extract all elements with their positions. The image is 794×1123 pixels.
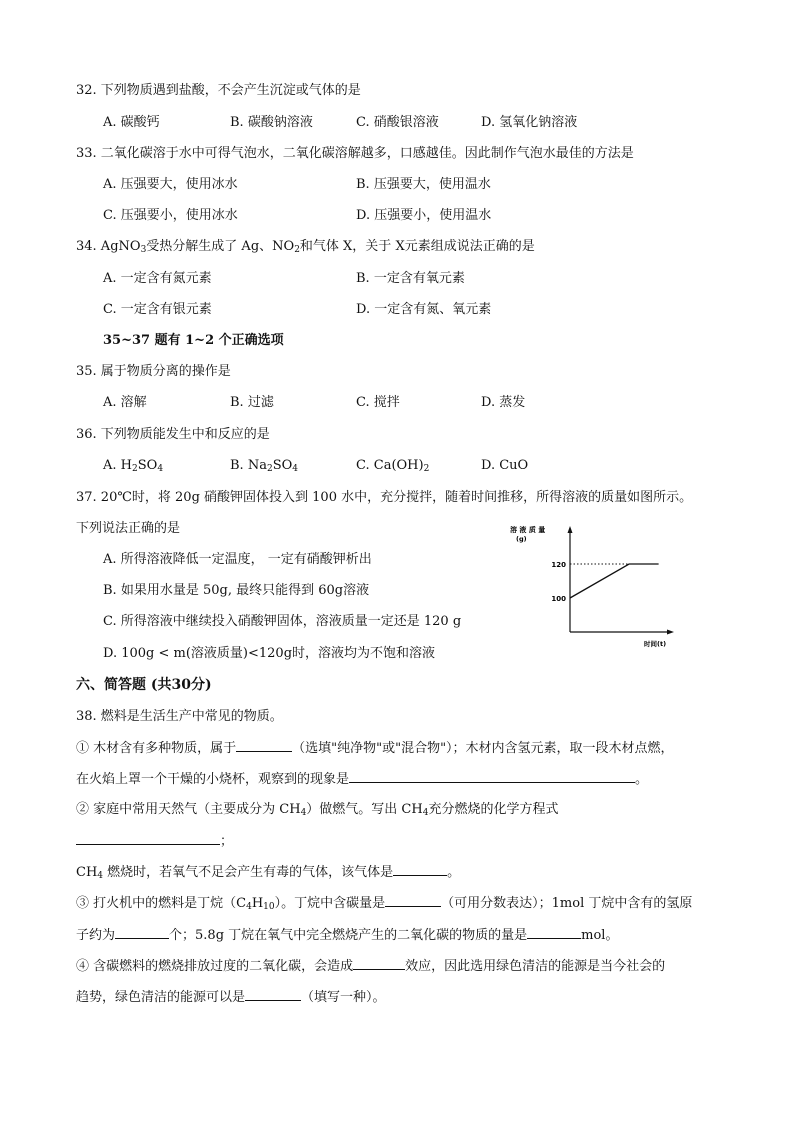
answer-blank[interactable]: [76, 832, 220, 845]
text-part: ② 家庭中常用天然气（主要成分为 CH: [76, 802, 301, 817]
section-title: 六、简答题 (共30分): [76, 677, 212, 693]
subscript: 2: [423, 464, 430, 474]
subscript: 2: [132, 464, 138, 474]
text-part: 。: [635, 772, 649, 787]
subscript: 4: [292, 464, 298, 474]
q38-part1-line1: [76, 739, 674, 758]
q34-option-c: C. 一定含有银元素: [103, 302, 212, 317]
subscript: 10: [263, 902, 275, 912]
text-part: 效应，因此选用绿色清洁的能源是当今社会的: [405, 959, 666, 974]
q32-option-d: D. 氢氧化钠溶液: [481, 115, 578, 130]
q38-part1-line2: [76, 770, 648, 789]
text-part: ）做燃气。写出 CH: [306, 802, 423, 817]
q32-option-b: B. 碳酸钠溶液: [230, 115, 313, 130]
q34-stem: [76, 238, 535, 256]
q33-option-c: C. 压强要小，使用冰水: [103, 208, 238, 223]
text-part: 个；5.8g 丁烷在氧气中完全燃烧产生的二氧化碳的物质的量是: [169, 928, 528, 943]
answer-blank[interactable]: [349, 770, 635, 783]
q35-option-c: C. 搅拌: [356, 395, 400, 410]
q34-stem-part: 受热分解生成了 Ag、NO: [146, 239, 295, 254]
text-part: （可用分数表达）；1mol 丁烷中含有的氢原: [441, 896, 693, 911]
q37-option-a: A. 所得溶液降低一定温度， 一定有硝酸钾析出: [103, 552, 372, 567]
answer-blank[interactable]: [527, 926, 581, 939]
q36-option-c: [356, 457, 429, 475]
q36-option-b: [230, 457, 298, 475]
text-part: （选填"纯净物"或"混合物"）；木材内含氢元素，取一段木材点燃，: [292, 741, 674, 756]
q32-option-a: A. 碳酸钙: [103, 115, 160, 130]
q36-stem: 36. 下列物质能发生中和反应的是: [76, 427, 270, 442]
q36-option-d: D. CuO: [481, 458, 529, 473]
subscript: 4: [97, 871, 104, 881]
chart-xlabel: 时间(t): [644, 640, 667, 648]
text-part: 在火焰上罩一个干燥的小烧杯，观察到的现象是: [76, 772, 350, 787]
text-part: CH: [76, 865, 98, 880]
q33-option-d: D. 压强要小，使用温水: [356, 208, 492, 223]
q37-option-d: D. 100g < m(溶液质量)<120g时，溶液均为不饱和溶液: [103, 646, 436, 661]
q38-part2-line3: [76, 863, 460, 882]
subscript: 4: [157, 464, 164, 474]
text-part: ④ 含碳燃料的燃烧排放过度的二氧化碳，会造成: [76, 959, 354, 974]
text-part: ）。丁烷中含碳量是: [274, 896, 386, 911]
chart-x-arrow: [667, 630, 674, 635]
q37-stem-line2: 下列说法正确的是: [76, 521, 181, 536]
answer-blank[interactable]: [353, 957, 405, 970]
answer-blank[interactable]: [115, 926, 169, 939]
q37-option-b: B. 如果用水量是 50g, 最终只能得到 60g溶液: [103, 583, 370, 598]
answer-blank[interactable]: [236, 739, 292, 752]
q32-option-c: C. 硝酸银溶液: [356, 115, 439, 130]
subscript: 2: [294, 245, 300, 255]
formula-part: SO: [272, 458, 293, 473]
q34-stem-part: 34. AgNO: [76, 239, 141, 254]
text-part: 趋势，绿色清洁的能源可以是: [76, 990, 246, 1005]
q33-option-b: B. 压强要大，使用温水: [356, 177, 491, 192]
chart-ytick-label: 100: [551, 595, 566, 603]
text-part: 充分燃烧的化学方程式: [428, 802, 559, 817]
q35-option-b: B. 过滤: [230, 395, 274, 410]
formula-part: C. Ca(OH): [356, 458, 424, 473]
q36-option-a: [103, 457, 163, 475]
q34-option-d: D. 一定含有氮、氧元素: [356, 302, 492, 317]
q34-stem-part: 和气体 X，关于 X元素组成说法正确的是: [299, 239, 535, 254]
subscript: 4: [246, 902, 252, 912]
text-part: ；: [220, 834, 234, 849]
q37-stem-line1: 37. 20℃时，将 20g 硝酸钾固体投入到 100 水中，充分搅拌，随着时间推移，所得溶液的质量如图所示。: [76, 490, 693, 505]
text-part: 。: [447, 865, 461, 880]
subscript: 2: [266, 464, 273, 474]
chart-y-arrow: [568, 526, 573, 533]
chart-ylabel: 溶 液 质 量: [510, 526, 546, 534]
formula-part: SO: [137, 458, 158, 473]
q38-stem: 38. 燃料是生活生产中常见的物质。: [76, 709, 283, 724]
q38-part3-line1: [76, 894, 692, 913]
q38-part2-line1: [76, 801, 558, 819]
formula-part: B. Na: [230, 458, 267, 473]
q37-option-c: C. 所得溶液中继续投入硝酸钾固体，溶液质量一定还是 120 g: [103, 614, 462, 629]
q35-stem: 35. 属于物质分离的操作是: [76, 364, 231, 379]
text-part: 子约为: [76, 928, 116, 943]
q33-stem: 33. 二氧化碳溶于水中可得气泡水，二氧化碳溶解越多，口感越佳。因此制作气泡水最佳的方法是: [76, 146, 634, 161]
chart-yunit: (g): [516, 535, 527, 543]
subscript: 4: [300, 808, 307, 818]
q35-option-a: A. 溶解: [103, 395, 147, 410]
subscript: 3: [140, 245, 147, 255]
q33-option-a: A. 压强要大，使用冰水: [103, 177, 238, 192]
text-part: （填写一种）。: [301, 990, 386, 1005]
subscript: 4: [422, 808, 429, 818]
q34-option-a: A. 一定含有氮元素: [103, 271, 212, 286]
text-part: mol。: [581, 928, 619, 943]
answer-blank[interactable]: [393, 863, 447, 876]
text-part: H: [251, 896, 264, 911]
formula-part: A. H: [103, 458, 132, 473]
answer-blank[interactable]: [385, 894, 441, 907]
q32-stem: 32. 下列物质遇到盐酸，不会产生沉淀或气体的是: [76, 83, 361, 98]
text-part: ① 木材含有多种物质，属于: [76, 741, 237, 756]
q35-option-d: D. 蒸发: [481, 395, 526, 410]
q38-part4-line2: [76, 988, 386, 1007]
q38-part2-line2: [76, 832, 233, 851]
q34-option-b: B. 一定含有氧元素: [356, 271, 465, 286]
multi-answer-note: 35~37 题有 1~2 个正确选项: [103, 333, 284, 348]
answer-blank[interactable]: [245, 988, 301, 1001]
solution-mass-chart: [498, 522, 678, 654]
chart-series-line: [570, 564, 659, 598]
text-part: 燃烧时，若氧气不足会产生有毒的气体，该气体是: [103, 865, 394, 880]
q38-part3-line2: [76, 926, 618, 945]
q38-part4-line1: [76, 957, 665, 976]
chart-ytick-label: 120: [551, 561, 566, 569]
text-part: ③ 打火机中的燃料是丁烷（C: [76, 896, 247, 911]
